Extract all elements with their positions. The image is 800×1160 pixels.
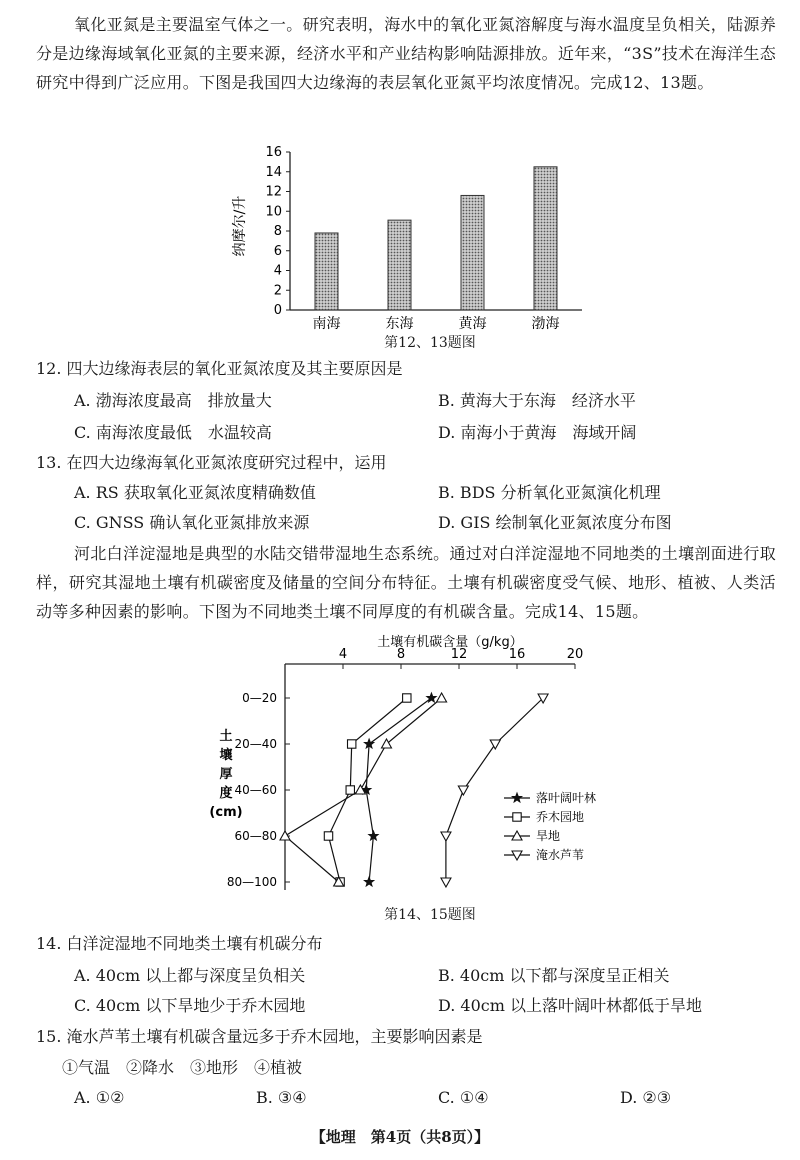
- series-point: [348, 740, 356, 748]
- line-chart-xtick-label: 16: [508, 647, 526, 662]
- line-chart-xtick-label: 20: [566, 647, 584, 662]
- bar-chart-category-label: 渤海: [531, 316, 560, 332]
- line-chart-caption: 第14、15题图: [384, 907, 476, 923]
- series-point: [441, 878, 451, 887]
- q13-option-d: D. GIS 绘制氧化亚氮浓度分布图: [438, 513, 672, 532]
- bar-chart-category-label: 黄海: [458, 316, 487, 332]
- question-15-stem: 15. 淹水芦苇土壤有机碳含量远多于乔木园地，主要影响因素是: [36, 1027, 483, 1046]
- q14-option-d: D. 40cm 以上落叶阔叶林都低于旱地: [438, 996, 703, 1015]
- series-point: [458, 786, 468, 795]
- q13-option-b: B. BDS 分析氧化亚氮演化机理: [438, 483, 661, 502]
- line-chart-ylabel-char: 土: [219, 729, 233, 744]
- line-chart-depth-label: 0—20: [242, 691, 277, 705]
- bar-3: [461, 195, 484, 310]
- q12-option-c: C. 南海浓度最低 水温较高: [74, 423, 272, 442]
- bar-chart-category-label: 东海: [385, 316, 414, 332]
- legend-label: 乔木园地: [536, 810, 585, 824]
- line-chart: [0, 628, 800, 908]
- intro-paragraph-1: [36, 10, 776, 97]
- series-point: [490, 740, 500, 749]
- legend-label: 淹水芦苇: [536, 848, 585, 862]
- intro-2-text: 河北白洋淀湿地是典型的水陆交错带湿地生态系统。通过对白洋淀湿地不同地类的土壤剖面进行取样，研究其湿地土壤有机碳密度及储量的空间分布特征。土壤有机碳密度受气候、地形、植被、人类活动等多种因素的影响。下图为不同地类土壤不同厚度的有机碳含量。完成14、15题。: [36, 544, 776, 621]
- q12-option-b: B. 黄海大于东海 经济水平: [438, 391, 636, 410]
- legend-label: 旱地: [536, 829, 561, 843]
- legend-label: 落叶阔叶林: [536, 791, 597, 805]
- question-14-stem: 14. 白洋淀湿地不同地类土壤有机碳分布: [36, 934, 323, 953]
- question-12-stem: 12. 四大边缘海表层的氧化亚氮浓度及其主要原因是: [36, 359, 403, 378]
- bar-chart-ytick-label: 8: [273, 224, 282, 239]
- bar-chart-ytick-label: 2: [273, 283, 282, 299]
- series-point: [441, 832, 451, 841]
- bar-chart: [0, 140, 800, 350]
- q14-option-c: C. 40cm 以下旱地少于乔木园地: [74, 996, 306, 1015]
- intro-paragraph-2: [36, 539, 776, 626]
- question-13-stem: 13. 在四大边缘海氧化亚氮浓度研究过程中，运用: [36, 453, 387, 472]
- q14-option-b: B. 40cm 以下都与深度呈正相关: [438, 966, 670, 985]
- series-point: [364, 877, 374, 887]
- bar-chart-ytick-label: 14: [265, 164, 282, 180]
- series-3: [280, 693, 447, 886]
- bar-1: [315, 233, 338, 310]
- q15-factors: ①气温 ②降水 ③地形 ④植被: [62, 1058, 303, 1077]
- line-chart-xtick-label: 8: [396, 647, 406, 662]
- bar-2: [388, 220, 411, 310]
- series-line: [366, 698, 431, 882]
- line-chart-depth-label: 60—80: [234, 829, 277, 843]
- series-point: [403, 694, 411, 702]
- series-point: [324, 832, 332, 840]
- bar-chart-ytick-label: 16: [265, 145, 282, 160]
- line-chart-ylabel-char: 厚: [219, 767, 233, 782]
- bar-chart-ytick-label: 0: [273, 303, 282, 318]
- bar-chart-category-label: 南海: [312, 316, 341, 332]
- bar-chart-caption: 第12、13题图: [384, 335, 476, 351]
- q12-option-d: D. 南海小于黄海 海域开阔: [438, 423, 637, 442]
- page-footer: 【地理 第4页（共8页）】: [310, 1128, 490, 1146]
- series-point: [437, 693, 447, 702]
- line-chart-depth-label: 20—40: [234, 737, 277, 751]
- bar-chart-ytick-label: 12: [265, 184, 282, 200]
- q15-option-a: A. ①②: [74, 1088, 125, 1107]
- q15-option-c: C. ①④: [438, 1088, 489, 1107]
- bar-chart-ylabel: 纳摩尔/升: [232, 195, 248, 257]
- q12-option-a: A. 渤海浓度最高 排放量大: [74, 391, 272, 410]
- q15-option-d: D. ②③: [620, 1088, 672, 1107]
- line-chart-xtick-label: 4: [338, 647, 348, 662]
- q13-option-a: A. RS 获取氧化亚氮浓度精确数值: [74, 483, 316, 502]
- bar-chart-ytick-label: 4: [273, 263, 282, 279]
- intro-1-text: 氧化亚氮是主要温室气体之一。研究表明，海水中的氧化亚氮溶解度与海水温度呈负相关，陆源养分是边缘海域氧化亚氮的主要来源，经济水平和产业结构影响陆源排放。近年来，“3S”技术在海洋生态研究中得到广泛应用。下图是我国四大边缘海的表层氧化亚氮平均浓度情况。完成12、13题。: [36, 15, 776, 92]
- bar-4: [534, 167, 557, 310]
- line-chart-xtick-label: 12: [450, 647, 468, 662]
- line-chart-title: 土壤有机碳含量（g/kg）: [377, 635, 523, 650]
- bar-chart-ytick-label: 6: [273, 243, 282, 259]
- line-chart-depth-label: 40—60: [234, 783, 277, 797]
- q15-option-b: B. ③④: [256, 1088, 307, 1107]
- series-4: [441, 694, 548, 887]
- legend-marker: [512, 793, 522, 803]
- line-chart-ylabel-char: 壤: [219, 748, 233, 763]
- legend-marker: [513, 813, 521, 821]
- series-point: [346, 786, 354, 794]
- line-chart-depth-label: 80—100: [226, 875, 277, 889]
- q14-option-a: A. 40cm 以上都与深度呈负相关: [74, 966, 306, 985]
- series-1: [361, 693, 437, 887]
- bar-chart-ytick-label: 10: [265, 204, 282, 220]
- q13-option-c: C. GNSS 确认氧化亚氮排放来源: [74, 513, 310, 532]
- line-chart-ylabel-char: (cm): [209, 805, 243, 820]
- line-chart-ylabel-char: 度: [219, 786, 233, 801]
